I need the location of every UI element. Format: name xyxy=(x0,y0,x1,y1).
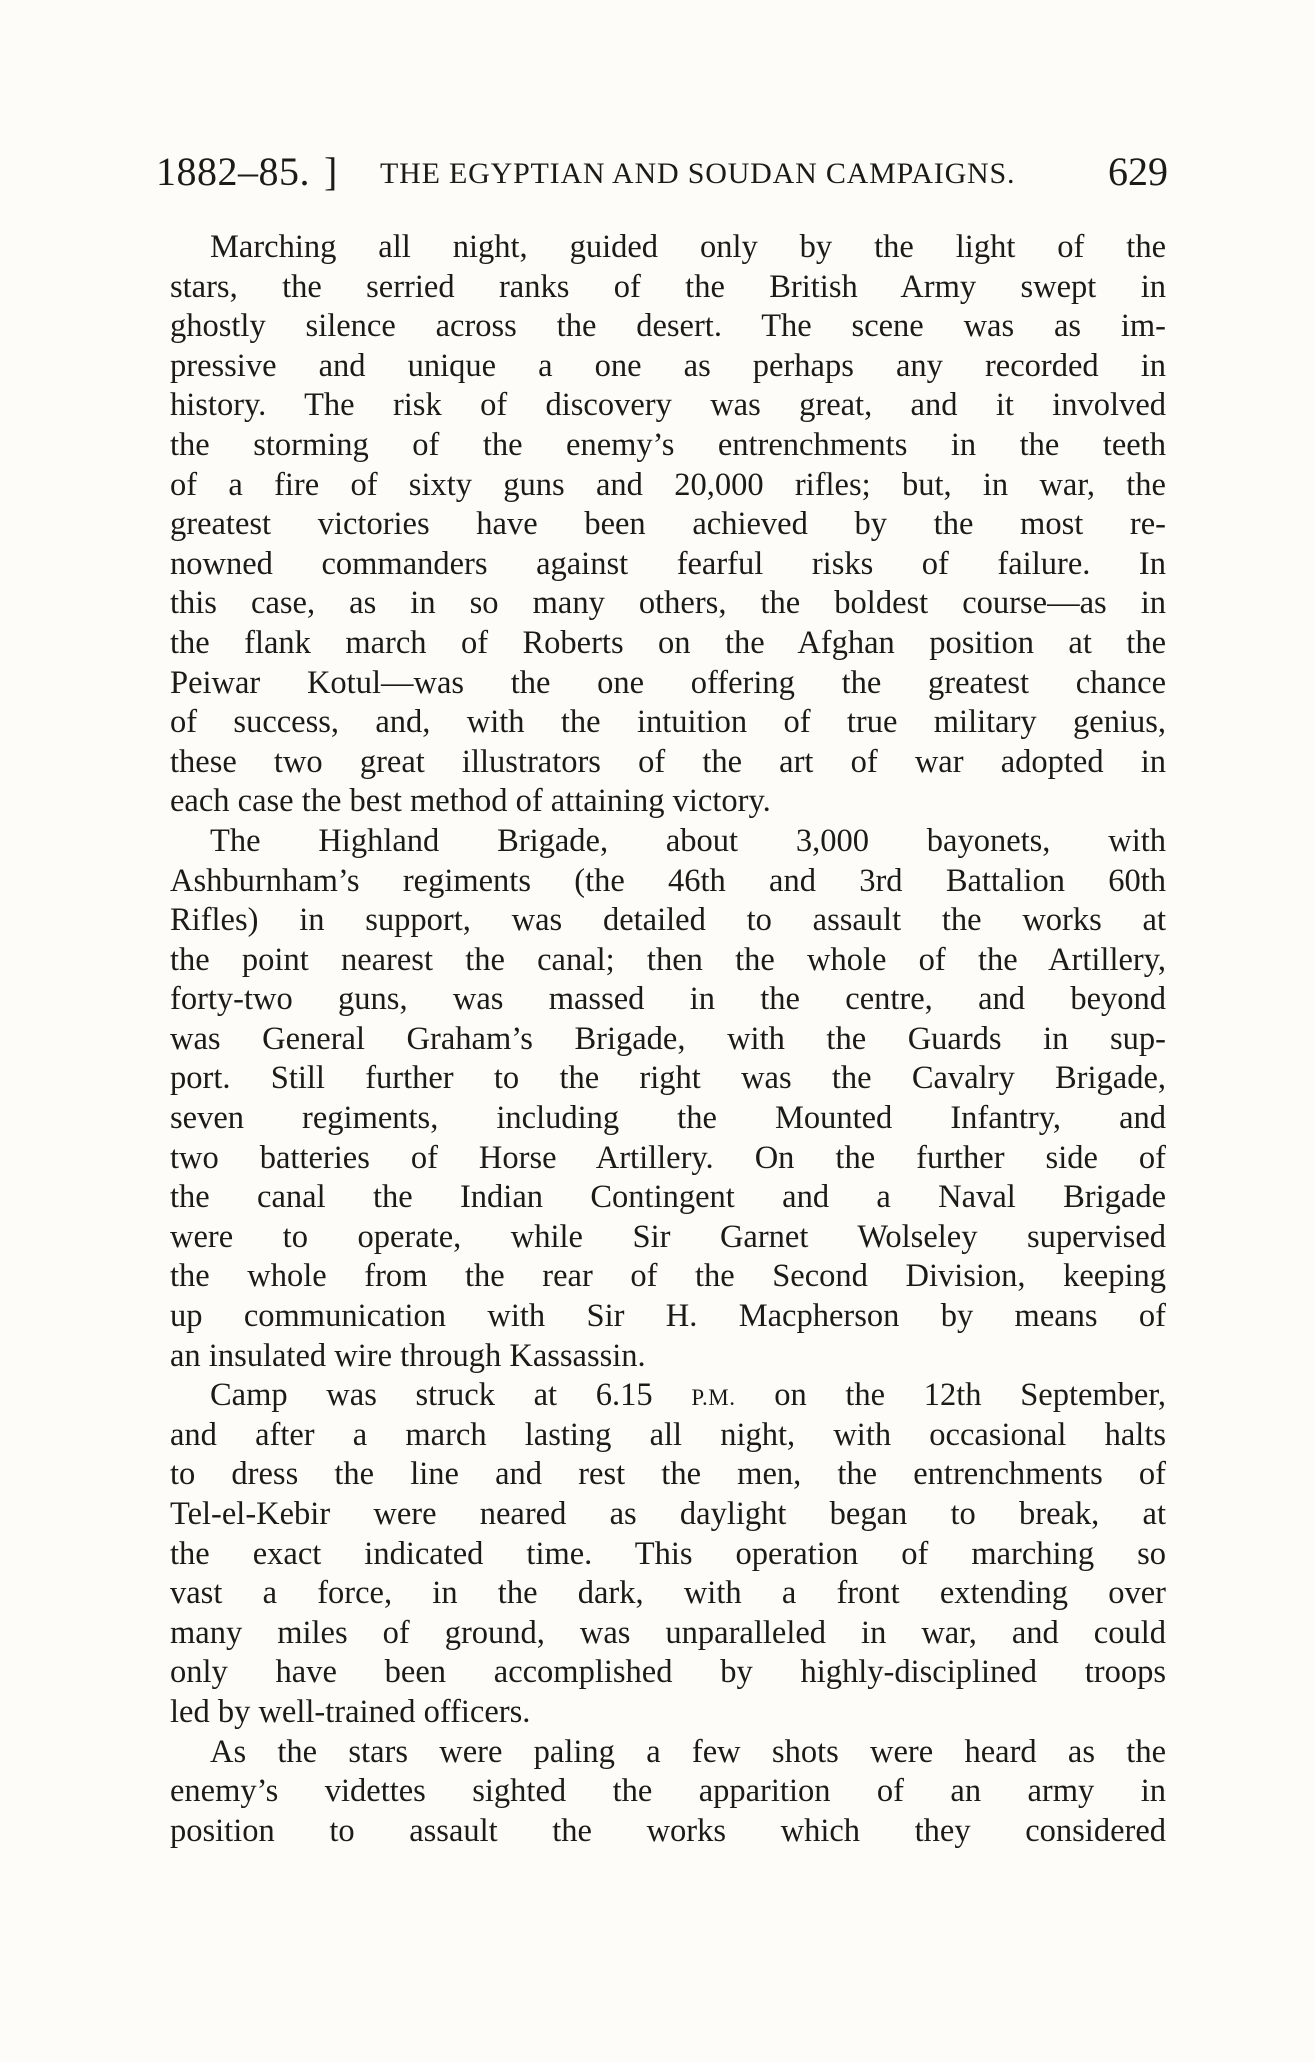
text-line: ghostly silence across the desert. The scene was as im- xyxy=(170,308,1166,345)
text-line: position to assault the works which they considered xyxy=(170,1812,1166,1849)
header-years: 1882–85. xyxy=(156,149,310,194)
text-line: only have been accomplished by highly-disciplined troops xyxy=(170,1654,1166,1691)
text-line: seven regiments, including the Mounted Infantry, and xyxy=(170,1100,1166,1137)
text-line: up communication with Sir H. Macpherson by means of xyxy=(170,1298,1166,1335)
text-line: Ashburnham’s regiments (the 46th and 3rd Battalion 60th xyxy=(170,862,1166,899)
text-line: vast a force, in the dark, with a front extending over xyxy=(170,1575,1166,1612)
text-line: many miles of ground, was unparalleled in war, and could xyxy=(170,1614,1166,1651)
text-line: greatest victories have been achieved by the most re- xyxy=(170,506,1166,543)
text-line: port. Still further to the right was the Cavalry Brigade, xyxy=(170,1060,1166,1097)
text-line: was General Graham’s Brigade, with the Guards in sup- xyxy=(170,1020,1166,1057)
text-fragment: Camp was struck at 6.15 xyxy=(210,1377,692,1414)
text-line: enemy’s videttes sighted the apparition of an army in xyxy=(170,1773,1166,1810)
text-line: Marching all night, guided only by the light of the xyxy=(210,229,1166,265)
text-line: led by well-trained officers. xyxy=(170,1693,531,1730)
text-line: As the stars were paling a few shots were heard as the xyxy=(210,1733,1166,1770)
page-number: 629 xyxy=(1108,149,1168,194)
text-line: history. The risk of discovery was great, and it involved xyxy=(170,387,1166,424)
text-line: Tel-el-Kebir were neared as daylight began to break, at xyxy=(170,1496,1166,1532)
text-line: an insulated wire through Kassassin. xyxy=(170,1337,646,1374)
text-line: Rifles) in support, was detailed to assault the works at xyxy=(170,902,1166,939)
text-line: the exact indicated time. This operation of marching so xyxy=(170,1535,1166,1572)
text-line: the canal the Indian Contingent and a Naval Brigade xyxy=(170,1179,1166,1216)
text-line: Peiwar Kotul—was the one offering the greatest chance xyxy=(170,664,1166,701)
header-bracket: ] xyxy=(324,149,338,194)
text-line: of a fire of sixty guns and 20,000 rifles; but, in war, the xyxy=(170,466,1166,503)
text-line: to dress the line and rest the men, the entrenchments of xyxy=(170,1456,1166,1493)
text-line: two batteries of Horse Artillery. On the further side of xyxy=(170,1139,1166,1176)
text-line: each case the best method of attaining victory. xyxy=(170,783,771,820)
text-line-with-small-caps xyxy=(170,1376,1166,1416)
running-header xyxy=(156,148,1168,208)
text-line: the whole from the rear of the Second Division, keeping xyxy=(170,1258,1166,1295)
text-line: pressive and unique a one as perhaps any recorded in xyxy=(170,347,1166,384)
text-fragment: on the 12th September, xyxy=(735,1377,1166,1414)
small-caps-pm: P.M. xyxy=(691,1385,736,1411)
text-line: and after a march lasting all night, with occasional halts xyxy=(170,1416,1166,1453)
text-line: this case, as in so many others, the boldest course—as in xyxy=(170,585,1166,622)
text-line: the storming of the enemy’s entrenchments in the teeth xyxy=(170,426,1166,463)
text-line: of success, and, with the intuition of true military genius, xyxy=(170,704,1166,741)
text-line: forty-two guns, was massed in the centre, and beyond xyxy=(170,981,1166,1018)
body-text xyxy=(170,228,1166,1851)
running-title: THE EGYPTIAN AND SOUDAN CAMPAIGNS. xyxy=(380,157,1016,190)
text-line: stars, the serried ranks of the British Army swept in xyxy=(170,268,1166,305)
text-line: these two great illustrators of the art of war adopted in xyxy=(170,743,1166,780)
text-line: the flank march of Roberts on the Afghan position at the xyxy=(170,624,1166,661)
text-line: the point nearest the canal; then the whole of the Artillery, xyxy=(170,941,1166,978)
text-line: The Highland Brigade, about 3,000 bayonets, with xyxy=(210,822,1166,859)
text-line: were to operate, while Sir Garnet Wolseley supervised xyxy=(170,1218,1166,1255)
text-line: nowned commanders against fearful risks of failure. In xyxy=(170,545,1166,582)
